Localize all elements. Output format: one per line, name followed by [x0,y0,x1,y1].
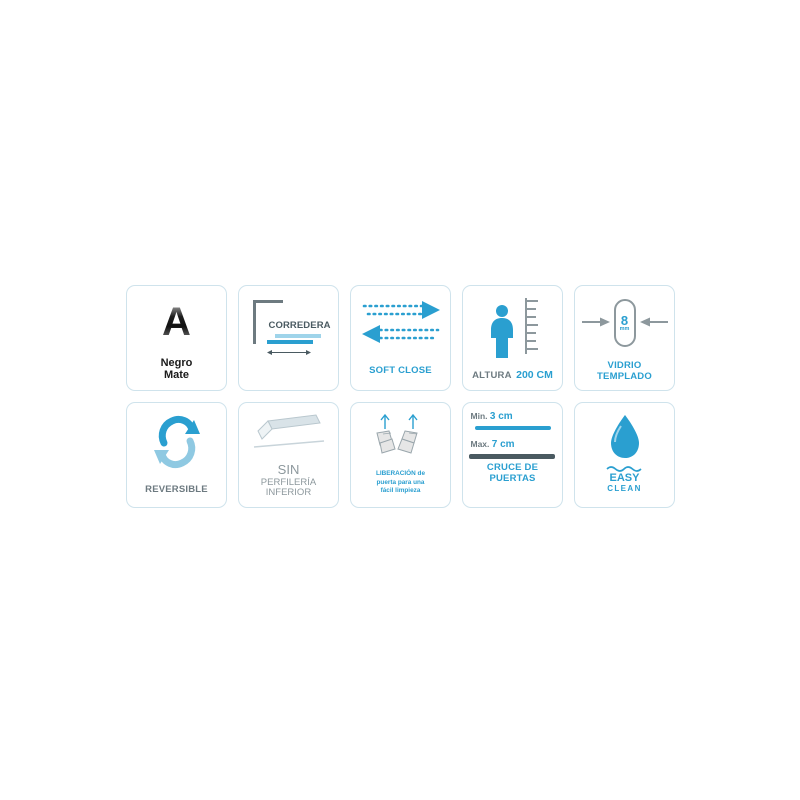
door-panel-dark [267,340,313,344]
feature-card-corredera[interactable] [238,285,339,391]
glass-pill [614,299,636,347]
min-bar [475,426,551,430]
feature-card-reversible[interactable] [126,402,227,508]
feature-card-easy-clean[interactable] [574,402,675,508]
feature-card-liberacion[interactable] [350,402,451,508]
feature-card-sin-perfileria[interactable] [238,402,339,508]
feature-row-1 [126,285,678,391]
feature-card-altura[interactable] [462,285,563,391]
feature-row-2 [126,402,678,508]
hands-release-door-icon [361,413,441,457]
double-arrow-icon [267,348,311,357]
min-value: 3 cm [489,411,513,422]
altura-icon-zone [463,294,562,358]
feature-card-cruce-puertas[interactable] [462,402,563,508]
liberacion-word: LIBERACIÓN de [376,470,425,478]
thickness-value: 8 [620,312,629,328]
person-icon [487,304,517,358]
ruler-icon [525,298,541,354]
cruce-label: CRUCE DE PUERTAS [486,462,539,484]
altura-label [463,358,562,390]
no-bottom-profile-icon [250,413,328,453]
arrow-right-icon [580,315,612,329]
perfileria-icon-zone [239,411,338,455]
wave-icon [606,465,644,472]
soft-close-icon-zone [351,294,450,352]
double-arrow-dotted-icon [358,296,444,350]
max-bar [469,454,555,459]
liberacion-label: LIBERACIÓN de puerta para una fácil limpieza [376,470,425,495]
water-drop-icon [599,412,651,462]
negro-mate-label: Negro Mate [160,357,193,381]
sliding-door-icon [245,294,333,360]
perfileria-label: SIN PERFILERÍA INFERIOR [260,462,317,499]
liberacion-icon-zone [351,411,450,459]
reversible-icon-zone [127,411,226,473]
feature-card-soft-close[interactable] [350,285,451,391]
feature-card-negro-mate[interactable] [126,285,227,391]
negro-mate-icon-zone [127,294,226,350]
max-value: 7 cm [491,439,515,450]
soft-close-label: SOFT CLOSE [369,364,432,376]
easy-clean-icon-zone [575,411,674,463]
feature-card-vidrio-templado[interactable] [574,285,675,391]
door-overlap-bars-icon [467,411,559,463]
sin-word: SIN [277,462,300,478]
vidrio-icon-zone [575,294,674,354]
feature-grid [126,285,678,508]
easy-clean-label: EASY CLEAN [575,463,674,494]
circular-arrows-icon [148,414,206,470]
corredera-label: CORREDERA [268,320,331,331]
letter-a-gradient-icon: A [155,300,199,344]
person-ruler-icon [473,296,553,358]
max-label: Max. [470,439,490,449]
thickness-unit: mm [619,325,630,332]
vidrio-label: VIDRIO TEMPLADO [597,360,652,382]
cruce-icon-zone [463,411,562,463]
glass-thickness-icon [580,295,670,353]
altura-value: 200 CM [516,369,553,382]
arrow-left-icon [638,315,670,329]
door-panel-light [275,334,321,338]
reversible-label: REVERSIBLE [145,483,208,495]
min-label: Min. [470,411,488,421]
altura-prefix: ALTURA [472,370,512,382]
